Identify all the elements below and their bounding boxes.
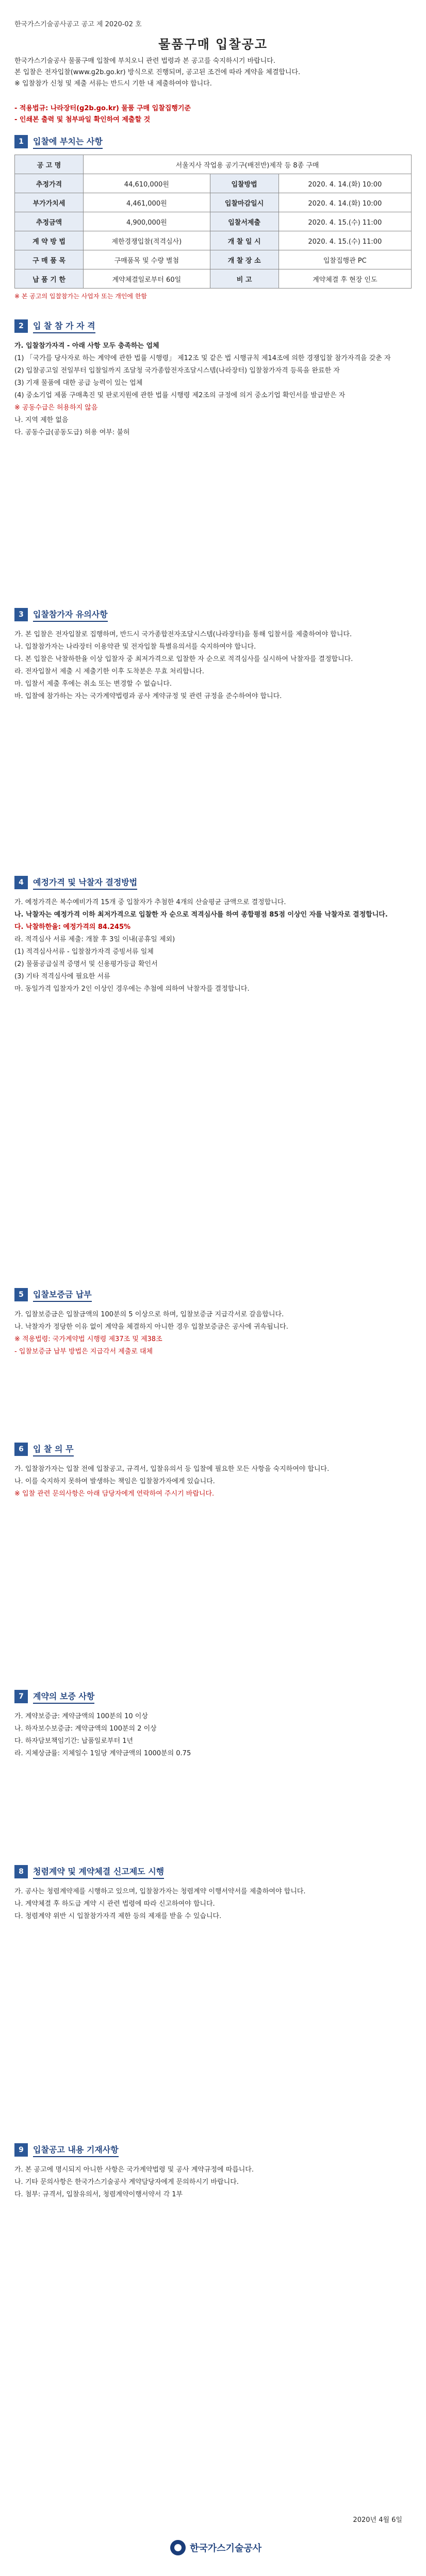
table-value: 2020. 4. 14.(화) 10:00: [278, 193, 411, 212]
table-value: 2020. 4. 15.(수) 11:00: [278, 231, 411, 250]
table-value: 구매품목 및 수량 별첨: [84, 250, 210, 269]
table-label: 추정금액: [15, 212, 84, 231]
table-label: 추정가격: [15, 174, 84, 193]
section-7-body: [14, 1710, 412, 1760]
body-line: (4) 중소기업 제품 구매촉진 및 판로지원에 관한 법률 시행령 제2조의 규정에 의거 중소기업 확인서를 발급받은 자: [14, 392, 346, 399]
section-8-body: [14, 1886, 412, 1923]
body-line: 가. 입찰참가자격 - 아래 사항 모두 충족하는 업체: [14, 342, 159, 350]
section-5-header: [14, 1288, 92, 1301]
body-line: 나. 낙찰자는 예정가격 이하 최저가격으로 입찰한 자 순으로 적격심사를 하여 종합평점 85점 이상인 자를 낙찰자로 결정합니다.: [14, 911, 388, 919]
body-line: 가. 예정가격은 복수예비가격 15개 중 입찰자가 추첨한 4개의 산술평균 금액으로 결정합니다.: [14, 899, 286, 906]
body-line: 라. 전자입찰서 제출 시 제출기한 이후 도착분은 무효 처리합니다.: [14, 668, 204, 675]
intro-text: [14, 56, 412, 90]
section-number: 1: [14, 135, 28, 148]
table-label: 입찰서제출: [210, 212, 278, 231]
section-title: 입찰참가자 유의사항: [33, 608, 108, 622]
table-row: [15, 250, 412, 269]
section-number: 5: [14, 1288, 28, 1301]
body-line: ※ 적용법령: 국가계약법 시행령 제37조 및 제38조: [14, 1335, 162, 1343]
section-5-body: [14, 1309, 412, 1358]
body-line: (1) 「국가를 당사자로 하는 계약에 관한 법률 시행령」 제12조 및 같은 법 시행규칙 제14조에 의한 경쟁입찰 참가자격을 갖춘 자: [14, 354, 391, 362]
section-2-body: [14, 340, 412, 439]
table-label: 납 품 기 한: [15, 269, 84, 289]
section-3-header: [14, 608, 108, 621]
body-line: 가. 입찰참가자는 입찰 전에 입찰공고, 규격서, 입찰유의서 등 입찰에 필요한 모든 사항을 숙지하여야 합니다.: [14, 1465, 330, 1473]
body-line: 다. 공동수급(공동도급) 허용 여부: 불허: [14, 429, 130, 436]
section-title: 청렴계약 및 계약체결 신고제도 시행: [33, 1865, 164, 1879]
body-line: 다. 청렴계약 위반 시 입찰참가자격 제한 등의 제재를 받을 수 있습니다.: [14, 1912, 222, 1920]
body-line: 라. 지체상금률: 지체일수 1일당 계약금액의 1000분의 0.75: [14, 1750, 191, 1757]
table-footnote: ※ 본 공고의 입찰참가는 사업자 또는 개인에 한함: [14, 293, 148, 300]
table-value: 입찰집행관 PC: [278, 250, 411, 269]
org-name: 한국가스기술공사: [190, 2543, 262, 2554]
section-title: 입 찰 참 가 자 격: [33, 319, 95, 333]
body-line: 마. 입찰서 제출 후에는 취소 또는 변경할 수 없습니다.: [14, 680, 172, 688]
table-row: [15, 269, 412, 289]
red-note-line: - 적용법규: 나라장터(g2b.go.kr) 물품 구매 입찰집행기준: [14, 105, 191, 112]
body-line: 가. 입찰보증금은 입찰금액의 100분의 5 이상으로 하며, 입찰보증금 지급각서로 갈음합니다.: [14, 1311, 284, 1318]
body-line: (2) 물품공급실적 증명서 및 신용평가등급 확인서: [14, 960, 158, 968]
body-line: 나. 기타 문의사항은 한국가스기술공사 계약담당자에게 문의하시기 바랍니다.: [14, 2178, 239, 2186]
body-line: 나. 계약체결 후 하도급 계약 시 관련 법령에 따라 신고하여야 합니다.: [14, 1900, 215, 1908]
body-line: ※ 공동수급은 허용하지 않음: [14, 404, 98, 412]
table-label: 개 찰 장 소: [210, 250, 278, 269]
section-title: 입찰에 부치는 사항: [33, 135, 103, 149]
section-2-header: [14, 319, 95, 333]
intro-line: 한국가스기술공사 물품구매 입찰에 부치오니 관련 법령과 본 공고를 숙지하시기 바랍니다.: [14, 57, 275, 65]
body-line: 라. 적격심사 서류 제출: 개찰 후 3일 이내(공휴일 제외): [14, 936, 175, 943]
table-label: 개 찰 일 시: [210, 231, 278, 250]
red-notes: [14, 103, 412, 126]
table-row: [15, 212, 412, 231]
table-value: 계약체결일로부터 60일: [84, 269, 210, 289]
table-label: 입찰방법: [210, 174, 278, 193]
intro-line: 본 입찰은 전자입찰(www.g2b.go.kr) 방식으로 진행되며, 공고된 조건에 따라 계약을 체결합니다.: [14, 69, 301, 76]
table-label: 입찰마감일시: [210, 193, 278, 212]
section-7-header: [14, 1690, 94, 1703]
table-label: 구 매 품 목: [15, 250, 84, 269]
org-header-line: 한국가스기술공사공고 공고 제 2020-02 호: [14, 21, 142, 28]
section-number: 8: [14, 1865, 28, 1878]
body-line: (1) 적격심사서류 - 입찰참가자격 증빙서류 일체: [14, 948, 154, 956]
table-value: 2020. 4. 14.(화) 10:00: [278, 174, 411, 193]
section-4-header: [14, 876, 137, 889]
body-line: 다. 본 입찰은 낙찰하한율 이상 입찰자 중 최저가격으로 입찰한 자 순으로 적격심사를 실시하여 낙찰자를 결정합니다.: [14, 655, 353, 663]
table-row: [15, 231, 412, 250]
section-number: 6: [14, 1443, 28, 1456]
page-title: 물품구매 입찰공고: [158, 37, 268, 52]
table-label: 계 약 방 법: [15, 231, 84, 250]
table-row: [15, 155, 412, 174]
section-number: 9: [14, 2143, 28, 2157]
body-line: 가. 공사는 청렴계약제를 시행하고 있으며, 입찰참가자는 청렴계약 이행서약서를 제출하여야 합니다.: [14, 1888, 306, 1895]
section-title: 입찰공고 내용 기재사항: [33, 2143, 119, 2157]
section-4-body: [14, 896, 412, 995]
section-number: 2: [14, 319, 28, 333]
body-line: ※ 입찰 관련 문의사항은 아래 담당자에게 연락하여 주시기 바랍니다.: [14, 1490, 215, 1498]
body-line: 가. 본 입찰은 전자입찰로 집행하며, 반드시 국가종합전자조달시스템(나라장터)을 통해 입찰서를 제출하여야 합니다.: [14, 631, 352, 638]
bid-info-table: [14, 155, 412, 289]
body-line: (3) 기타 적격심사에 필요한 서류: [14, 973, 110, 980]
org-logo: [170, 2540, 261, 2555]
body-line: 다. 첨부: 규격서, 입찰유의서, 청렴계약이행서약서 각 1부: [14, 2191, 183, 2198]
body-line: 나. 낙찰자가 정당한 이유 없이 계약을 체결하지 아니한 경우 입찰보증금은 공사에 귀속됩니다.: [14, 1323, 288, 1331]
table-value: 계약체결 후 현장 인도: [278, 269, 411, 289]
section-3-body: [14, 629, 412, 703]
section-title: 예정가격 및 낙찰자 결정방법: [33, 876, 137, 890]
body-line: 다. 하자담보책임기간: 납품일로부터 1년: [14, 1737, 134, 1745]
table-value: 4,461,000원: [84, 193, 210, 212]
table-row: [15, 193, 412, 212]
section-title: 계약의 보증 사항: [33, 1690, 94, 1704]
table-value: 2020. 4. 15.(수) 11:00: [278, 212, 411, 231]
section-8-header: [14, 1865, 164, 1878]
body-line: (3) 기재 물품에 대한 공급 능력이 있는 업체: [14, 379, 143, 387]
section-6-header: [14, 1443, 74, 1456]
body-line: 나. 입찰참가자는 나라장터 이용약관 및 전자입찰 특별유의서를 숙지하여야 합니다.: [14, 643, 256, 651]
intro-line: ※ 입찰참가 신청 및 제출 서류는 반드시 기한 내 제출하여야 합니다.: [14, 80, 212, 88]
section-1-header: [14, 135, 103, 148]
table-label: 공 고 명: [15, 155, 84, 174]
section-number: 7: [14, 1690, 28, 1703]
section-9-header: [14, 2143, 119, 2157]
table-value: 제한경쟁입찰(적격심사): [84, 231, 210, 250]
table-row: [15, 174, 412, 193]
body-line: - 입찰보증금 납부 방법은 지급각서 제출로 대체: [14, 1348, 153, 1355]
announcement-date: 2020년 4월 6일: [353, 2516, 402, 2524]
table-value: 서울지사 작업용 공기구(배전반)제작 등 8종 구매: [84, 155, 412, 174]
section-6-body: [14, 1463, 412, 1500]
body-line: 마. 동일가격 입찰자가 2인 이상인 경우에는 추첨에 의하여 낙찰자를 결정합니다.: [14, 985, 250, 993]
table-label: 부가가치세: [15, 193, 84, 212]
body-line: 바. 입찰에 참가하는 자는 국가계약법령과 공사 계약규정 및 관련 규정을 준수하여야 합니다.: [14, 692, 282, 700]
body-line: 나. 이를 숙지하지 못하여 발생하는 책임은 입찰참가자에게 있습니다.: [14, 1478, 215, 1485]
body-line: 나. 지역 제한 없음: [14, 416, 69, 424]
table-label: 비 고: [210, 269, 278, 289]
body-line: 다. 낙찰하한율: 예정가격의 84.245%: [14, 923, 131, 931]
section-title: 입 찰 의 무: [33, 1443, 74, 1456]
table-value: 44,610,000원: [84, 174, 210, 193]
red-note-line: - 인쇄본 출력 및 첨부파일 확인하여 제출할 것: [14, 116, 151, 124]
logo-icon: [170, 2540, 186, 2555]
body-line: 가. 본 공고에 명시되지 아니한 사항은 국가계약법령 및 공사 계약규정에 따릅니다.: [14, 2166, 254, 2174]
section-9-body: [14, 2164, 412, 2201]
section-number: 4: [14, 876, 28, 889]
body-line: (2) 입찰공고일 전일부터 입찰일까지 조달청 국가종합전자조달시스템(나라장터) 입찰참가자격 등록을 완료한 자: [14, 367, 340, 375]
body-line: 가. 계약보증금: 계약금액의 100분의 10 이상: [14, 1713, 148, 1720]
section-number: 3: [14, 608, 28, 621]
section-title: 입찰보증금 납부: [33, 1288, 92, 1302]
body-line: 나. 하자보수보증금: 계약금액의 100분의 2 이상: [14, 1725, 157, 1733]
table-value: 4,900,000원: [84, 212, 210, 231]
